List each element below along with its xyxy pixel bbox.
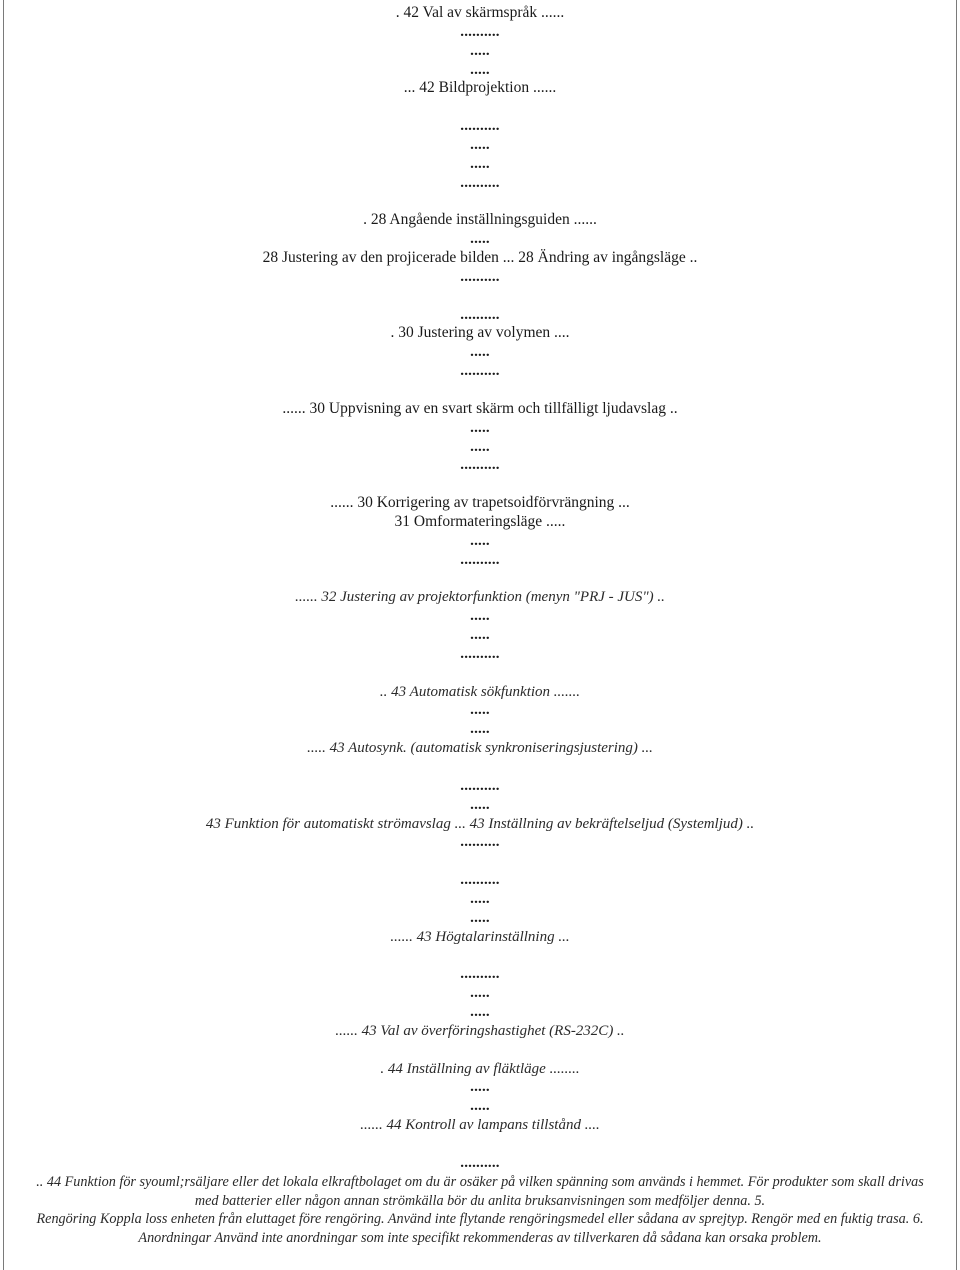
text-line: ... 42 Bildprojektion ...... <box>403 79 557 97</box>
blank-line <box>0 1135 960 1154</box>
text-line: .......... <box>460 872 500 889</box>
blank-line <box>0 381 960 400</box>
text-line: .......... <box>460 174 500 191</box>
blank-line <box>0 947 960 966</box>
text-line: ..... <box>470 42 490 59</box>
text-line: 28 Justering av den projicerade bilden ... 28 Ändring av ingångsläge .. <box>262 249 698 267</box>
text-line: ..... <box>470 136 490 153</box>
text-line: .......... <box>460 551 500 568</box>
text-line: . 28 Angående inställningsguiden ...... <box>363 211 597 229</box>
text-line: ..... <box>470 419 490 436</box>
text-line: ...... 44 Kontroll av lampans tillstånd .... <box>360 1117 600 1134</box>
text-line: .......... <box>460 268 500 285</box>
text-line: ..... <box>470 721 490 738</box>
text-line: 43 Funktion för automatiskt strömavslag ... 43 Inställning av bekräftelseljud (Systemljud) .. <box>205 815 755 832</box>
text-line: .......... <box>460 306 500 323</box>
text-line: ...... 43 Val av överföringshastighet (RS-232C) .. <box>335 1022 625 1039</box>
blank-line <box>0 287 960 306</box>
text-line: ..... <box>470 909 490 926</box>
text-line: .......... <box>460 457 500 474</box>
text-line: .......... <box>460 118 500 135</box>
text-line: ...... 32 Justering av projektorfunktion (menyn "PRJ - JUS") .. <box>295 589 665 606</box>
text-line: med batterier eller någon annan strömkälla bör du anlita bruksanvisningen som medföljer denna. 5. <box>194 1192 766 1209</box>
text-line: .......... <box>460 1154 500 1171</box>
text-line: 31 Omformateringsläge ..... <box>394 512 566 530</box>
blank-line <box>0 664 960 683</box>
blank-line <box>0 193 960 212</box>
text-line: . 42 Val av skärmspråk ...... <box>395 4 565 21</box>
text-line: .......... <box>460 645 500 662</box>
text-line: ..... <box>470 985 490 1002</box>
text-line: .. 43 Automatisk sökfunktion ....... <box>379 683 581 700</box>
text-line: .......... <box>460 777 500 794</box>
text-line: .......... <box>460 834 500 851</box>
text-line: ..... <box>470 155 490 172</box>
text-line: ..... <box>470 1004 490 1021</box>
blank-line <box>0 758 960 777</box>
text-line: .......... <box>460 363 500 380</box>
text-line: ..... <box>470 231 490 248</box>
text-line: . 30 Justering av volymen .... <box>390 324 570 342</box>
text-line: ..... <box>470 532 490 549</box>
text-line: ...... 30 Korrigering av trapetsoidförvrängning ... <box>330 494 630 512</box>
text-line: ..... <box>470 438 490 455</box>
text-line: ..... <box>470 608 490 625</box>
text-line: ..... <box>470 61 490 78</box>
blank-line <box>0 1041 960 1060</box>
text-line: ..... <box>470 627 490 644</box>
text-line: .. 44 Funktion för syouml;rsäljare eller det lokala elkraftbolaget om du är osäker på vilken spänning som används i hemmet. För produkter som skall drivas <box>36 1173 924 1190</box>
blank-line <box>0 98 960 117</box>
text-line: ..... 43 Autosynk. (automatisk synkroniseringsjustering) ... <box>307 740 653 757</box>
text-line: ..... <box>470 1098 490 1115</box>
text-line: ..... <box>470 796 490 813</box>
text-line: ...... 30 Uppvisning av en svart skärm och tillfälligt ljudavslag .. <box>282 399 678 417</box>
text-line: . 44 Inställning av fläktläge ........ <box>380 1060 580 1077</box>
blank-line <box>0 475 960 494</box>
text-line: ..... <box>470 702 490 719</box>
text-line: Anordningar Använd inte anordningar som inte specifikt rekommenderas av tillverkaren då sådana kan orsaka problem. <box>138 1230 822 1247</box>
blank-line <box>0 852 960 871</box>
text-line: ...... 43 Högtalarinställning ... <box>390 928 570 945</box>
text-line: ..... <box>470 890 490 907</box>
text-line: .......... <box>460 23 500 40</box>
text-line: ..... <box>470 1079 490 1096</box>
text-line: Rengöring Koppla loss enheten från eluttaget före rengöring. Använd inte flytande rengöringsmedel eller sådana av sprejtyp. Rengör med en fuktig trasa. 6. <box>36 1211 924 1228</box>
text-line: .......... <box>460 966 500 983</box>
blank-line <box>0 570 960 589</box>
text-line: ..... <box>470 344 490 361</box>
